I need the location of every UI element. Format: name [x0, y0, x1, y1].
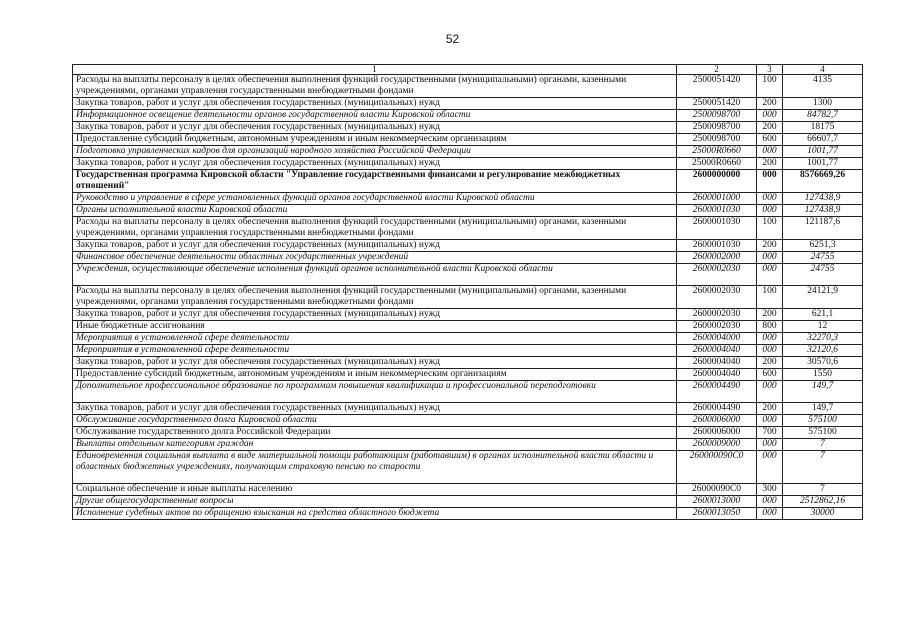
row-sum-cell: 127438,9 — [783, 205, 863, 217]
row-sum-cell: 24121,9 — [783, 286, 863, 309]
row-name-cell: Обслуживание государственного долга Российской Федерации — [73, 427, 677, 439]
row-name-cell: Единовременная социальная выплата в виде материальной помощи работающим (работавшим) в органах исполнительной власти области и областных бюджетных учреждениях, получающим страховую пенсию по старости — [73, 451, 677, 484]
row-code-cell: 2600004490 — [677, 381, 757, 403]
row-type-cell: 000 — [757, 451, 783, 484]
row-type-cell: 000 — [757, 146, 783, 158]
row-name-cell: Подготовка управленческих кадров для организаций народного хозяйства Российской Федерации — [73, 146, 677, 158]
row-sum-cell: 149,7 — [783, 403, 863, 415]
table-row — [73, 252, 863, 264]
row-code-cell: 2500051420 — [677, 75, 757, 98]
table-row — [73, 403, 863, 415]
table-row — [73, 508, 863, 520]
table-row — [73, 381, 863, 403]
row-code-cell: 2600004040 — [677, 369, 757, 381]
row-name-cell: Предоставление субсидий бюджетным, автономным учреждениям и иным некоммерческим организациям — [73, 369, 677, 381]
row-name-cell: Социальное обеспечение и иные выплаты населению — [73, 484, 677, 496]
row-code-cell: 2600013000 — [677, 496, 757, 508]
table-row — [73, 345, 863, 357]
row-type-cell: 000 — [757, 381, 783, 403]
row-code-cell: 2600000000 — [677, 170, 757, 193]
row-type-cell: 600 — [757, 369, 783, 381]
row-code-cell: 2500098700 — [677, 134, 757, 146]
row-sum-cell: 30570,6 — [783, 357, 863, 369]
row-type-cell: 000 — [757, 333, 783, 345]
table-row — [73, 496, 863, 508]
row-type-cell: 100 — [757, 217, 783, 240]
row-sum-cell: 1001,77 — [783, 146, 863, 158]
row-name-cell: Расходы на выплаты персоналу в целях обеспечения выполнения функций государственными (муниципальными) органами, казенными учреждениями, органами управления государственными внебюджетными фондами — [73, 75, 677, 98]
row-name-cell: Расходы на выплаты персоналу в целях обеспечения выполнения функций государственными (муниципальными) органами, казенными учреждениями, органами управления государственными внебюджетными фондами — [73, 217, 677, 240]
row-sum-cell: 32270,3 — [783, 333, 863, 345]
row-name-cell: Руководство и управление в сфере установленных функций органов государственной власти Кировской области — [73, 193, 677, 205]
row-code-cell: 2600002000 — [677, 252, 757, 264]
row-type-cell: 000 — [757, 439, 783, 451]
row-name-cell: Мероприятия в установленной сфере деятельности — [73, 333, 677, 345]
table-row — [73, 484, 863, 496]
row-type-cell: 200 — [757, 403, 783, 415]
table-row — [73, 427, 863, 439]
row-sum-cell: 84782,7 — [783, 110, 863, 122]
row-sum-cell: 30000 — [783, 508, 863, 520]
header-cell-type: 3 — [757, 65, 783, 75]
row-type-cell: 000 — [757, 170, 783, 193]
row-code-cell: 25000R0660 — [677, 158, 757, 170]
row-code-cell: 2600009000 — [677, 439, 757, 451]
row-type-cell: 000 — [757, 345, 783, 357]
table-row — [73, 309, 863, 321]
table-row — [73, 217, 863, 240]
row-name-cell: Информационное освещение деятельности органов государственной власти Кировской области — [73, 110, 677, 122]
table-row — [73, 75, 863, 98]
table-row — [73, 333, 863, 345]
row-type-cell: 100 — [757, 75, 783, 98]
row-code-cell: 2600004000 — [677, 333, 757, 345]
row-type-cell: 000 — [757, 193, 783, 205]
row-sum-cell: 24755 — [783, 264, 863, 286]
table-row — [73, 369, 863, 381]
row-type-cell: 800 — [757, 321, 783, 333]
row-name-cell: Исполнение судебных актов по обращению взыскания на средства областного бюджета — [73, 508, 677, 520]
row-type-cell: 200 — [757, 122, 783, 134]
page-number: 52 — [445, 32, 460, 46]
row-sum-cell: 2512862,16 — [783, 496, 863, 508]
header-cell-code: 2 — [677, 65, 757, 75]
row-name-cell: Финансовое обеспечение деятельности областных государственных учреждений — [73, 252, 677, 264]
table-row — [73, 357, 863, 369]
row-code-cell: 2600002030 — [677, 309, 757, 321]
row-name-cell: Закупка товаров, работ и услуг для обеспечения государственных (муниципальных) нужд — [73, 309, 677, 321]
row-code-cell: 2600002030 — [677, 321, 757, 333]
row-name-cell: Мероприятия в установленной сфере деятельности — [73, 345, 677, 357]
row-sum-cell: 18175 — [783, 122, 863, 134]
row-type-cell: 200 — [757, 357, 783, 369]
table-row — [73, 134, 863, 146]
row-sum-cell: 121187,6 — [783, 217, 863, 240]
row-name-cell: Закупка товаров, работ и услуг для обеспечения государственных (муниципальных) нужд — [73, 122, 677, 134]
row-name-cell: Другие общегосударственные вопросы — [73, 496, 677, 508]
row-name-cell: Расходы на выплаты персоналу в целях обеспечения выполнения функций государственными (муниципальными) органами, казенными учреждениями, органами управления государственными внебюджетными фондами — [73, 286, 677, 309]
row-sum-cell: 1300 — [783, 98, 863, 110]
table-row — [73, 205, 863, 217]
row-name-cell: Обслуживание государственного долга Кировской области — [73, 415, 677, 427]
row-code-cell: 2500098700 — [677, 122, 757, 134]
row-type-cell: 300 — [757, 484, 783, 496]
row-code-cell: 2600001030 — [677, 217, 757, 240]
table-row — [73, 158, 863, 170]
row-code-cell: 260000090С0 — [677, 451, 757, 484]
table-row — [73, 193, 863, 205]
row-code-cell: 2600006000 — [677, 415, 757, 427]
table-row — [73, 170, 863, 193]
row-sum-cell: 575100 — [783, 415, 863, 427]
row-sum-cell: 1001,77 — [783, 158, 863, 170]
row-code-cell: 2600001030 — [677, 240, 757, 252]
row-type-cell: 200 — [757, 309, 783, 321]
header-cell-name: 1 — [73, 65, 677, 75]
table-header-row — [73, 65, 863, 75]
row-type-cell: 000 — [757, 110, 783, 122]
row-sum-cell: 1550 — [783, 369, 863, 381]
row-code-cell: 2500098700 — [677, 110, 757, 122]
row-code-cell: 26000090С0 — [677, 484, 757, 496]
row-code-cell: 2600004040 — [677, 345, 757, 357]
row-sum-cell: 32120,6 — [783, 345, 863, 357]
row-type-cell: 600 — [757, 134, 783, 146]
row-code-cell: 2600004490 — [677, 403, 757, 415]
table-row — [73, 122, 863, 134]
table-row — [73, 415, 863, 427]
row-type-cell: 100 — [757, 286, 783, 309]
table-row — [73, 286, 863, 309]
table-row — [73, 98, 863, 110]
row-sum-cell: 7 — [783, 439, 863, 451]
row-type-cell: 200 — [757, 158, 783, 170]
row-type-cell: 000 — [757, 508, 783, 520]
row-type-cell: 700 — [757, 427, 783, 439]
row-type-cell: 200 — [757, 240, 783, 252]
row-sum-cell: 575100 — [783, 427, 863, 439]
row-sum-cell: 4135 — [783, 75, 863, 98]
row-sum-cell: 7 — [783, 484, 863, 496]
row-name-cell: Закупка товаров, работ и услуг для обеспечения государственных (муниципальных) нужд — [73, 357, 677, 369]
row-name-cell: Государственная программа Кировской области "Управление государственными финансами и регулирование межбюджетных отношений" — [73, 170, 677, 193]
row-code-cell: 2600002030 — [677, 264, 757, 286]
row-name-cell: Дополнительное профессиональное образование по программам повышения квалификации и профессиональной переподготовки — [73, 381, 677, 403]
table-row — [73, 321, 863, 333]
row-code-cell: 2600004040 — [677, 357, 757, 369]
row-name-cell: Закупка товаров, работ и услуг для обеспечения государственных (муниципальных) нужд — [73, 240, 677, 252]
header-cell-sum: 4 — [783, 65, 863, 75]
row-code-cell: 25000R0660 — [677, 146, 757, 158]
table-row — [73, 110, 863, 122]
table-body — [73, 75, 863, 520]
table-row — [73, 264, 863, 286]
row-type-cell: 000 — [757, 264, 783, 286]
row-code-cell: 2600001000 — [677, 193, 757, 205]
table-row — [73, 439, 863, 451]
row-name-cell: Иные бюджетные ассигнования — [73, 321, 677, 333]
row-code-cell: 2600006000 — [677, 427, 757, 439]
row-name-cell: Закупка товаров, работ и услуг для обеспечения государственных (муниципальных) нужд — [73, 158, 677, 170]
row-type-cell: 000 — [757, 252, 783, 264]
row-type-cell: 000 — [757, 496, 783, 508]
row-sum-cell: 621,1 — [783, 309, 863, 321]
table-row — [73, 451, 863, 484]
table-row — [73, 146, 863, 158]
row-sum-cell: 12 — [783, 321, 863, 333]
table-row — [73, 240, 863, 252]
row-sum-cell: 149,7 — [783, 381, 863, 403]
row-name-cell: Учреждения, осуществляющие обеспечение исполнения функций органов исполнительной власти Кировской области — [73, 264, 677, 286]
row-sum-cell: 127438,9 — [783, 193, 863, 205]
row-sum-cell: 8576669,26 — [783, 170, 863, 193]
row-sum-cell: 66607,7 — [783, 134, 863, 146]
row-sum-cell: 7 — [783, 451, 863, 484]
row-name-cell: Органы исполнительной власти Кировской области — [73, 205, 677, 217]
row-type-cell: 200 — [757, 98, 783, 110]
row-sum-cell: 24755 — [783, 252, 863, 264]
row-code-cell: 2500051420 — [677, 98, 757, 110]
row-name-cell: Выплаты отдельным категориям граждан — [73, 439, 677, 451]
row-name-cell: Закупка товаров, работ и услуг для обеспечения государственных (муниципальных) нужд — [73, 98, 677, 110]
row-type-cell: 000 — [757, 205, 783, 217]
row-code-cell: 2600013050 — [677, 508, 757, 520]
budget-table — [72, 64, 863, 520]
row-name-cell: Предоставление субсидий бюджетным, автономным учреждениям и иным некоммерческим организациям — [73, 134, 677, 146]
row-code-cell: 2600002030 — [677, 286, 757, 309]
row-type-cell: 000 — [757, 415, 783, 427]
row-code-cell: 2600001030 — [677, 205, 757, 217]
row-name-cell: Закупка товаров, работ и услуг для обеспечения государственных (муниципальных) нужд — [73, 403, 677, 415]
row-sum-cell: 6251,3 — [783, 240, 863, 252]
